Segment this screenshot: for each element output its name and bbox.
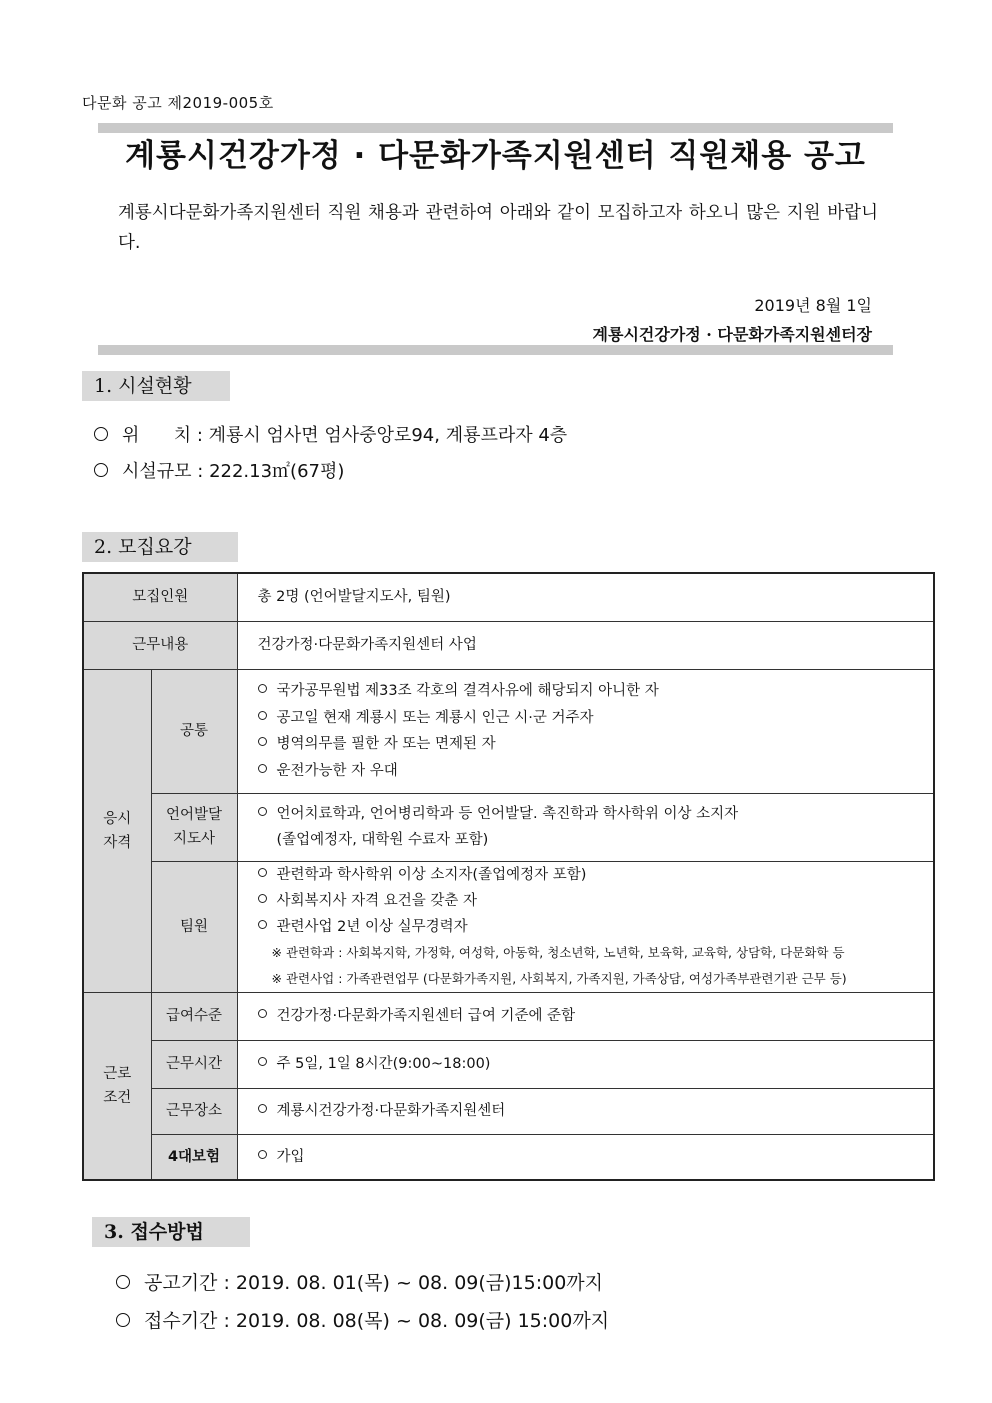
- size-label: 시설규모 :: [122, 461, 204, 482]
- list-item: [258, 862, 934, 888]
- recruitment-table: [82, 572, 935, 1181]
- list-item-text: 사회복지사 자격 요건을 갖춘 자: [276, 892, 478, 909]
- salary-label: 급여수준: [151, 992, 237, 1040]
- place-label: 근무장소: [151, 1088, 237, 1134]
- list-item: [258, 888, 934, 914]
- notice-period: 공고기간 : 2019. 08. 01(목) ~ 08. 09(금)15:00까지: [144, 1272, 604, 1294]
- table-row: [83, 861, 934, 992]
- small-circle-icon: [258, 1150, 267, 1159]
- small-circle-icon: [258, 684, 267, 693]
- list-item: [258, 678, 934, 705]
- table-row: [83, 992, 934, 1040]
- list-item: [258, 705, 934, 732]
- work-content-value: 건강가정·다문화가족지원센터 사업: [237, 621, 934, 669]
- list-item: [258, 914, 934, 940]
- insurance-label: 4대보험: [151, 1134, 237, 1180]
- list-item-text: 공고일 현재 계룡시 또는 계룡시 인근 시·군 거주자: [276, 709, 594, 726]
- size-value: 222.13㎡(67평): [209, 461, 345, 482]
- list-item: [258, 801, 934, 828]
- team-label: 팀원: [151, 861, 237, 992]
- small-circle-icon: [258, 1009, 267, 1018]
- language-label-line: 지도사: [172, 831, 216, 847]
- section3-heading: 3. 접수방법: [92, 1217, 250, 1247]
- table-row: [83, 793, 934, 861]
- list-item-text: 관련학과 학사학위 이상 소지자(졸업예정자 포함): [276, 866, 587, 883]
- insurance-value: [237, 1134, 934, 1180]
- small-circle-icon: [258, 920, 267, 929]
- location-value: 계룡시 엄사면 엄사중앙로94, 계룡프라자 4층: [208, 425, 568, 446]
- intro-paragraph: 계룡시다문화가족지원센터 직원 채용과 관련하여 아래와 같이 모집하고자 하오니 많은 지원 바랍니다.: [118, 203, 878, 253]
- recruit-count-value: 총 2명 (언어발달지도사, 팀원): [237, 573, 934, 621]
- table-row: [83, 1040, 934, 1088]
- small-circle-icon: [258, 807, 267, 816]
- qualification-label: [83, 669, 151, 992]
- table-row: [83, 669, 934, 793]
- section1-heading: 1. 시설현황: [82, 371, 230, 401]
- list-item-text: 병역의무를 필한 자 또는 면제된 자: [276, 736, 496, 752]
- list-item-text: 운전가능한 자 우대: [276, 762, 398, 779]
- small-circle-icon: [258, 868, 267, 877]
- size-line: [94, 457, 344, 483]
- team-note-business: ※ 관련사업 : 가족관련업무 (다문화가족지원, 사회복지, 가족지원, 가족상담, 여성가족부관련기관 근무 등): [271, 970, 847, 986]
- location-label: 위 치 :: [122, 425, 203, 446]
- list-item-text: 언어치료학과, 언어병리학과 등 언어발달. 촉진학과 학사학위 이상 소지자: [276, 805, 739, 822]
- location-line: [94, 421, 567, 447]
- circle-bullet-icon: [116, 1275, 130, 1289]
- receipt-period-line: [116, 1306, 609, 1333]
- circle-bullet-icon: [94, 427, 108, 441]
- table-row: [83, 1134, 934, 1180]
- table-row: [83, 1088, 934, 1134]
- organization-name: 계룡시건강가정 · 다문화가족지원센터장: [592, 325, 872, 344]
- work-content-label: 근무내용: [83, 621, 237, 669]
- small-circle-icon: [258, 711, 267, 720]
- team-requirements: [237, 861, 934, 992]
- small-circle-icon: [258, 764, 267, 773]
- notice-number: 다문화 공고 제2019-005호: [82, 94, 274, 112]
- hours-value: [237, 1040, 934, 1088]
- conditions-label-line: 근로: [103, 1065, 132, 1082]
- language-requirements: [237, 793, 934, 861]
- small-circle-icon: [258, 1057, 267, 1066]
- language-label-line: 언어발달: [165, 807, 223, 823]
- section2-heading: 2. 모집요강: [82, 532, 238, 562]
- page-title: 계룡시건강가정 · 다문화가족지원센터 직원채용 공고: [125, 138, 866, 174]
- conditions-label-line: 조건: [103, 1089, 132, 1106]
- circle-bullet-icon: [94, 463, 108, 477]
- hours-label: 근무시간: [151, 1040, 237, 1088]
- language-label: [151, 793, 237, 861]
- conditions-label: [83, 992, 151, 1180]
- salary-value-text: 건강가정·다문화가족지원센터 급여 기준에 준함: [276, 1007, 576, 1024]
- place-value: [237, 1088, 934, 1134]
- small-circle-icon: [258, 1104, 267, 1113]
- title-bottom-rule: [98, 345, 893, 355]
- common-label: 공통: [151, 669, 237, 793]
- list-item: [258, 758, 934, 785]
- small-circle-icon: [258, 894, 267, 903]
- receipt-period: 접수기간 : 2019. 08. 08(목) ~ 08. 09(금) 15:00까지: [144, 1310, 610, 1332]
- notice-period-line: [116, 1268, 603, 1295]
- insurance-value-text: 가입: [276, 1148, 305, 1165]
- small-circle-icon: [258, 737, 267, 746]
- common-requirements: [237, 669, 934, 793]
- list-item-text: 국가공무원법 제33조 각호의 결격사유에 해당되지 아니한 자: [276, 683, 659, 699]
- qualification-label-line: 응시: [103, 810, 132, 827]
- recruit-count-label: 모집인원: [83, 573, 237, 621]
- language-note: (졸업예정자, 대학원 수료자 포함): [276, 832, 489, 848]
- hours-value-text: 주 5일, 1일 8시간(9:00~18:00): [276, 1055, 491, 1072]
- qualification-label-line: 자격: [103, 834, 132, 851]
- notice-date: 2019년 8월 1일: [754, 296, 872, 315]
- place-value-text: 계룡시건강가정·다문화가족지원센터: [276, 1102, 506, 1119]
- table-row: [83, 621, 934, 669]
- team-note-majors: ※ 관련학과 : 사회복지학, 가정학, 여성학, 아동학, 청소년학, 노년학, 보육학, 교육학, 상담학, 다문화학 등: [271, 944, 845, 960]
- salary-value: [237, 992, 934, 1040]
- circle-bullet-icon: [116, 1313, 130, 1327]
- table-row: [83, 573, 934, 621]
- list-item: [258, 731, 934, 758]
- list-item-text: 관련사업 2년 이상 실무경력자: [276, 918, 468, 935]
